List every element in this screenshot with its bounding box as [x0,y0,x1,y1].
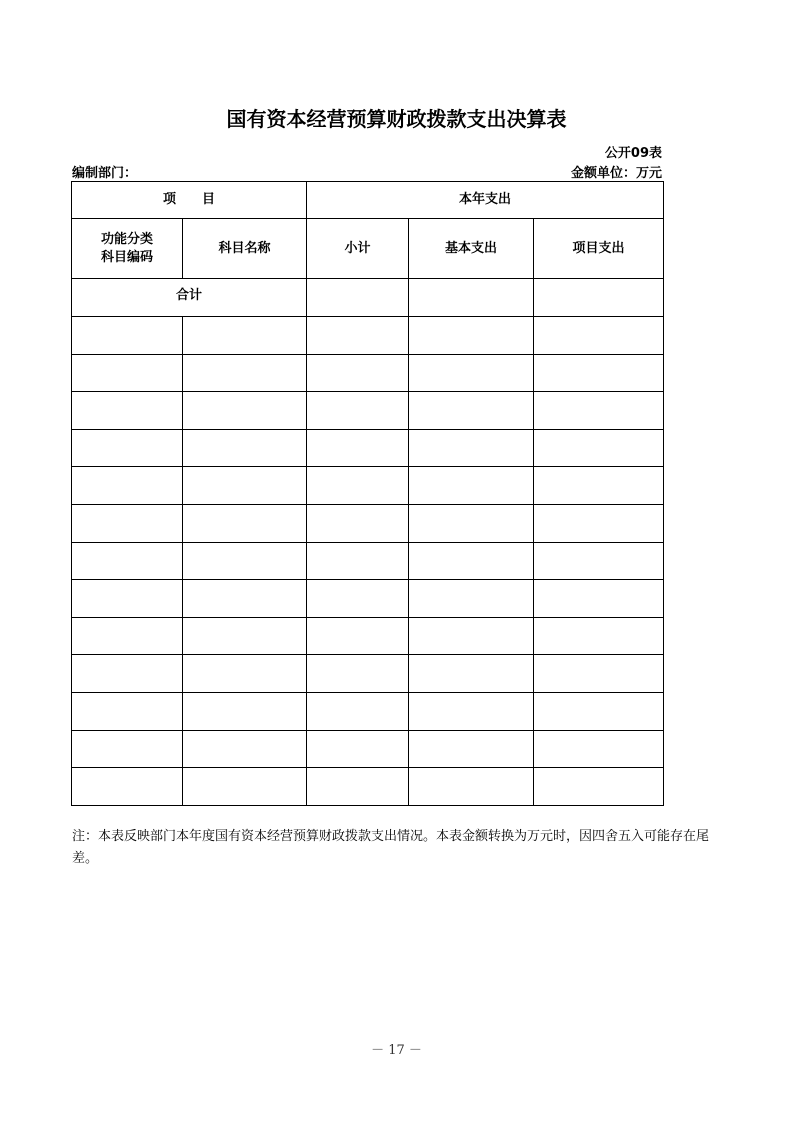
table-cell [409,692,534,730]
prepared-by-label: 编制部门： [72,166,138,181]
header-basic: 基本支出 [409,219,534,279]
table-row [72,768,664,806]
table-cell [72,467,183,505]
table-cell [534,317,664,355]
page-title: 国有资本经营预算财政拨款支出决算表 [226,107,567,131]
table-row [72,392,664,430]
table-cell [534,768,664,806]
table-cell [307,317,409,355]
table-cell [409,354,534,392]
table-cell [409,542,534,580]
table-cell [183,542,307,580]
table-cell [409,317,534,355]
table-cell [307,768,409,806]
table-cell [183,655,307,693]
table-cell [409,617,534,655]
table-cell [183,617,307,655]
total-basic [409,279,534,317]
table-cell [183,768,307,806]
table-cell [534,392,664,430]
table-row [72,429,664,467]
total-project [534,279,664,317]
table-row [72,467,664,505]
table-cell [183,354,307,392]
page-number: － 17 － [371,1043,422,1058]
header-code: 功能分类 科目编码 [72,219,183,279]
unit-row [72,162,662,180]
table-cell [183,317,307,355]
header-item: 项 目 [72,182,307,219]
table-cell [409,580,534,618]
table-cell [72,317,183,355]
table-cell [534,692,664,730]
table-cell [72,392,183,430]
table-cell [307,354,409,392]
table-row [72,317,664,355]
header-row-2 [72,219,664,279]
table-cell [307,542,409,580]
table-row [72,580,664,618]
table-cell [72,768,183,806]
table-row [72,354,664,392]
table-row [72,617,664,655]
table-cell [307,730,409,768]
table-cell [534,617,664,655]
table-cell [183,692,307,730]
table-row [72,655,664,693]
table-cell [409,768,534,806]
table-cell [534,730,664,768]
table-cell [307,617,409,655]
table-row [72,692,664,730]
table-cell [307,467,409,505]
table-cell [534,655,664,693]
table-row [72,504,664,542]
table-cell [534,429,664,467]
table-cell [409,467,534,505]
table-cell [183,580,307,618]
table-cell [72,730,183,768]
table-cell [72,580,183,618]
budget-table [71,181,664,806]
header-name: 科目名称 [183,219,307,279]
table-cell [183,730,307,768]
total-row [72,279,664,317]
table-cell [409,730,534,768]
table-cell [307,692,409,730]
table-cell [307,392,409,430]
table-cell [72,692,183,730]
total-label: 合计 [72,279,307,317]
table-cell [307,429,409,467]
total-subtotal [307,279,409,317]
table-row [72,730,664,768]
table-cell [409,504,534,542]
table-cell [72,504,183,542]
header-subtotal: 小计 [307,219,409,279]
table-cell [307,655,409,693]
table-cell [72,429,183,467]
header-current-year: 本年支出 [307,182,664,219]
table-cell [409,655,534,693]
header-row-1 [72,182,664,219]
table-cell [183,392,307,430]
table-cell [183,429,307,467]
table-cell [534,354,664,392]
table-cell [534,580,664,618]
table-cell [183,467,307,505]
table-cell [534,504,664,542]
table-cell [307,504,409,542]
footnote: 注：本表反映部门本年度国有资本经营预算财政拨款支出情况。本表金额转换为万元时，因四舍五入可能存在尾差。 [72,829,710,866]
table-cell [307,580,409,618]
table-cell [72,542,183,580]
table-cell [534,467,664,505]
table-cell [72,354,183,392]
table-cell [72,655,183,693]
form-code: 公开09表 [604,146,662,161]
table-cell [409,392,534,430]
table-cell [72,617,183,655]
table-cell [534,542,664,580]
table-cell [183,504,307,542]
table-row [72,542,664,580]
unit-label: 金额单位：万元 [570,166,662,181]
header-project: 项目支出 [534,219,664,279]
table-cell [409,429,534,467]
